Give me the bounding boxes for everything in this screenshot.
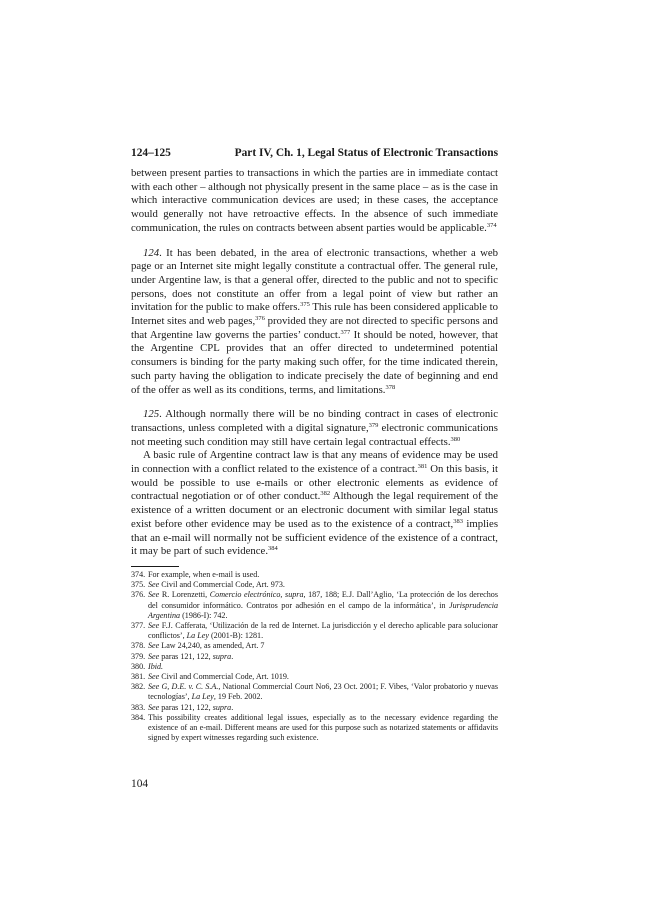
footnote-378: 378. See Law 24,240, as amended, Art. 7 (131, 641, 265, 651)
footnote-376: 376. See R. Lorenzetti, Comercio electrónico, supra, 187, 188; E.J. Dall’Aglio, ‘La protección de los derechos del consumidor informático. Contratos por adhesión en el campo de la informática’, in Jurisprudencia Argentina (1986-I): 742. (131, 590, 498, 620)
footnote-384: 384. This possibility creates additional legal issues, especially as to the necessary evidence regarding the existence of an e-mail. Different means are used for this purpose such as notarized statements or affidavits signed by expert witnesses regarding such existence. (131, 712, 498, 743)
paragraph-continuation: between present parties to transactions in which the parties are in immediate contact with each other – although not physically present in the same place – as is the case in which interactive communication devices are used; in these cases, the acceptance would generally not have retroactive effects. In the absence of such immediate communication, the rules on contracts between absent parties would be applicable.$^{374}$ (131, 167, 498, 234)
footnote-ref: 374 (486, 221, 497, 229)
footnote-ref: 376 (255, 315, 265, 323)
footnote-ref: 384 (268, 545, 278, 553)
footnote-ref: 381 (417, 463, 428, 471)
footnote-374: 374. For example, when e-mail is used. (131, 570, 260, 579)
footnote-ref: 377 (340, 328, 351, 336)
footnote-ref: 382 (320, 490, 331, 498)
page-number: 104 (131, 778, 149, 790)
footnote-ref: 380 (450, 435, 461, 443)
paragraph-125: 125. Although normally there will be no binding contract in cases of electronic transactions, unless completed with a digital signature,$^{379}$ electronic communications not meeting such condition may still have certain legal contractual effects.$^{380}$ (131, 408, 498, 448)
header-page-range: 124–125 (131, 147, 171, 159)
footnotes (131, 570, 498, 743)
footnote-379: 379. See paras 121, 122, supra. (131, 651, 234, 661)
paragraph-evidence: A basic rule of Argentine contract law is that any means of evidence may be used in connection with a conflict related to the existence of a contract.$^{381}$ On this basis, it would be possible to use e-mails or other electronic elements as evidence of contractual negotiation or of other conduct.$^{382}$ Although the legal requirement of the existence of a written document or an electronic document with similar legal status exist before other evidence may be used as to the existence of a contract,$^{383}$ implies that an e-mail will normally not be sufficient evidence of the existence of a contract, it may be part of such evidence.$^{384}$ (131, 449, 498, 558)
footnote-divider (131, 566, 179, 567)
paragraph-number: 125 (143, 408, 160, 421)
footnote-383: 383. See paras 121, 122, supra. (131, 702, 234, 712)
footnote-381: 381. See Civil and Commercial Code, Art. 1019. (131, 672, 289, 682)
paragraph-124: 124. It has been debated, in the area of electronic transactions, whether a web page or an Internet site might legally constitute a contractual offer. The general rule, under Argentine law, is that a general offer, directed to the public and not to specific persons, does not constitute an offer from a legal point of view but rather an invitation for the public to make offers.$^{375}$ This rule has been considered applicable to Internet sites and web pages,$^{376}$ provided they are not directed to specific persons and that Argentine law governs the parties’ conduct.$^{377}$ It should be noted, however, that the Argentine CPL provides that an offer directed to undetermined potential consumers is binding for the party making such offer, for the time indicated therein, such party having the obligation to indicate precisely the date of beginning and end of the offer as well as its conditions, terms, and limitations.$^{378}$ (131, 246, 498, 396)
footnote-382: 382. See G, D.E. v. C. S.A., National Commercial Court No6, 23 Oct. 2001; F. Vibes, ‘Valor probatorio y nuevas tecnologías’, La Ley, 19 Feb. 2002. (131, 682, 498, 702)
footnote-ref: 383 (453, 517, 463, 525)
footnote-ref: 375 (300, 301, 310, 309)
paragraph-number: 124 (143, 246, 160, 259)
footnote-ref: 378 (385, 383, 396, 391)
main-text (131, 167, 498, 559)
footnote-380: 380. Ibid. (131, 661, 164, 671)
footnote-375: 375. See Civil and Commercial Code, Art. 973. (131, 580, 285, 590)
footnote-ref: 379 (368, 421, 379, 429)
header-running-title: Part IV, Ch. 1, Legal Status of Electronic Transactions (234, 147, 498, 159)
footnote-377: 377. See F.J. Cafferata, ‘Utilización de la red de Internet. La jurisdicción y el derecho aplicable para solucionar conflictos’, La Ley (2001-B): 1281. (131, 621, 498, 641)
